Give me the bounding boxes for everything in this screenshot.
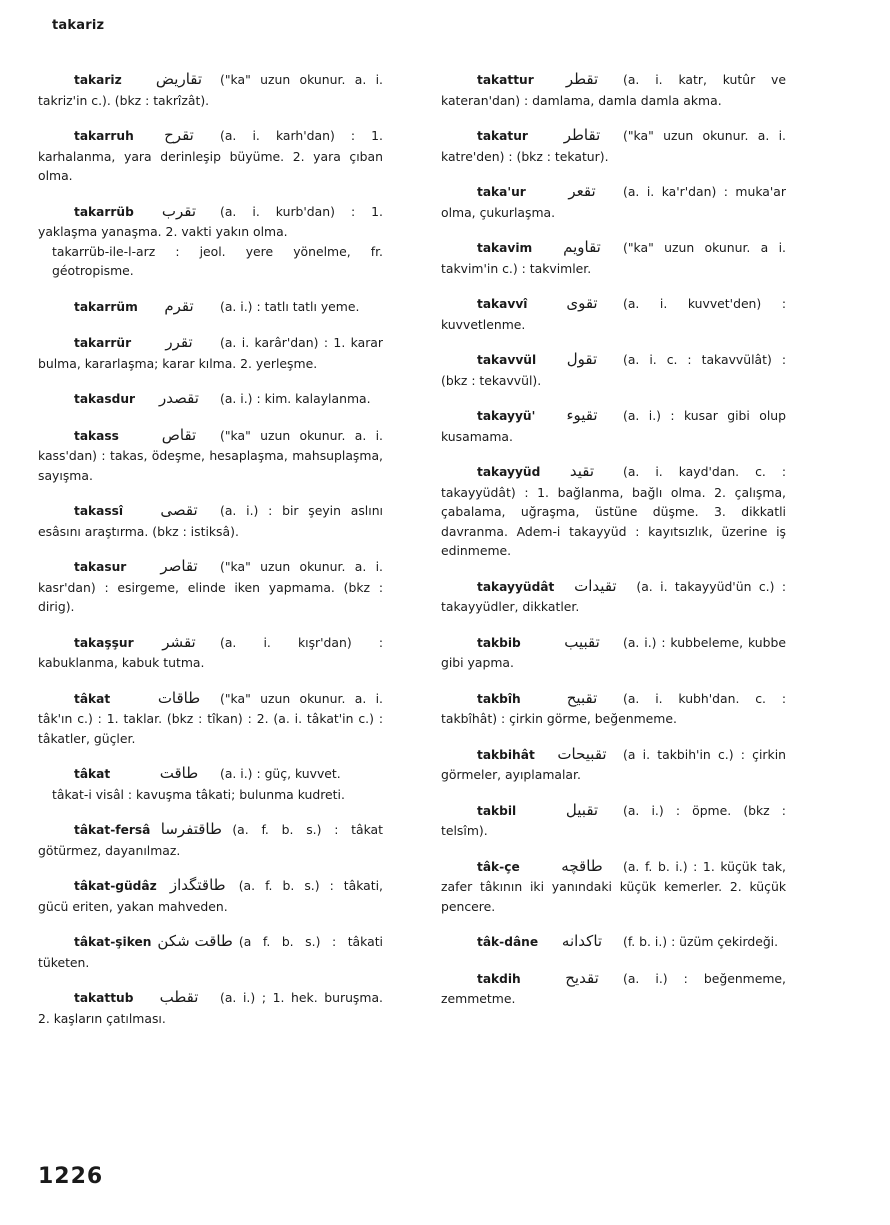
headword: takavim [477, 241, 533, 255]
dictionary-entry [38, 932, 383, 972]
definition: ("ka" uzun okunur. a. i. katre'den) : (bkz : tekatur). [441, 128, 786, 164]
definition: (a f. b. s.) : tâkati tüketen. [38, 934, 383, 970]
definition: (a. i. takayyüd'ün c.) : takayyüdler, dikkatler. [441, 578, 786, 614]
dictionary-entry [441, 182, 786, 222]
definition: (a. i. c. : takavvülât) : (bkz : tekavvül). [441, 352, 786, 388]
definition: (a. i. kurb'dan) : 1. yaklaşma yanaşma. 2. vakti yakın olma. [38, 203, 383, 239]
headword: takarrüb [74, 204, 134, 219]
dictionary-entry [441, 857, 786, 917]
right-column [441, 70, 786, 1025]
headword: takbîh [477, 691, 521, 706]
dictionary-entry [38, 557, 383, 617]
headword: tâkat [74, 767, 111, 781]
definition: (a. i.) : beğenmeme, zemmetme. [441, 970, 786, 1006]
arabic-script: تقبيب [564, 632, 600, 651]
headword: takavvül [477, 353, 537, 367]
definition: (a. f. b. s.) : tâkat götürmez, dayanılmaz. [38, 822, 383, 858]
definition: (a. i. katr, kutûr ve kateran'dan) : damlama, damla damla akma. [441, 72, 786, 108]
arabic-script: تقبيحات [557, 744, 607, 763]
definition: (a. i.) : öpme. (bkz : telsîm). [441, 802, 786, 838]
headword: takasdur [74, 392, 136, 406]
headword: takavvî [477, 297, 528, 311]
arabic-script: تقاويم [563, 238, 601, 256]
definition: (a. i.) : kim. kalaylanma. [220, 391, 371, 406]
dictionary-entry [38, 633, 383, 673]
definition: ("ka" uzun okunur. a. i. kasr'dan) : esirgeme, elinde iken yapmama. (bkz : dirig). [38, 559, 383, 614]
headword: takayyüd [477, 465, 541, 479]
arabic-script: تقرب [161, 201, 197, 220]
left-column [38, 70, 383, 1044]
headword: takbihât [477, 747, 535, 762]
arabic-script: تقبيح [566, 688, 598, 707]
headword: takatur [477, 129, 528, 143]
arabic-script: طاقتگداز [169, 876, 226, 894]
arabic-script: تقديح [565, 968, 599, 987]
definition: (a. i.) : bir şeyin aslını esâsını araştırma. (bkz : istiksâ). [38, 503, 383, 539]
definition: (a. i.) ; 1. hek. buruşma. 2. kaşların çatılması. [38, 990, 383, 1026]
dictionary-entry [38, 501, 383, 541]
arabic-script: تقول [566, 350, 598, 368]
dictionary-entry [441, 294, 786, 334]
dictionary-entry [441, 801, 786, 841]
dictionary-entry [441, 932, 786, 953]
headword: takarruh [74, 129, 134, 143]
headword: tâk-dâne [477, 935, 539, 949]
definition: (a. i. ka'r'dan) : muka'ar olma, çukurlaşma. [441, 184, 786, 220]
arabic-script: تقرح [164, 126, 194, 144]
headword: takariz [74, 73, 122, 87]
dictionary-entry [441, 350, 786, 390]
definition: (a. i.) : kubbeleme, kubbe gibi yapma. [441, 634, 786, 670]
arabic-script: تقطب [159, 988, 199, 1006]
dictionary-entry [38, 202, 383, 281]
definition: (a. f. b. s.) : tâkati, gücü eriten, yakan mahveden. [38, 878, 383, 914]
sub-entry: takarrüb-ile-l-arz : jeol. yere yönelme, fr. géotropisme. [52, 243, 383, 278]
dictionary-entry [441, 745, 786, 785]
sub-entry: tâkat-i visâl : kavuşma tâkati; bulunma kudreti. [52, 786, 345, 802]
definition: ("ka" uzun okunur. a. i. kass'dan) : takas, ödeşme, hesaplaşma, mahsuplaşma, sayışma. [38, 427, 383, 483]
dictionary-entry [38, 820, 383, 860]
arabic-script: تقيوء [566, 406, 598, 424]
arabic-script: طاقت شكن [157, 932, 233, 950]
headword: takdih [477, 971, 521, 986]
headword: takbib [477, 635, 521, 650]
definition: (a. i. kuvvet'den) : kuvvetlenme. [441, 296, 786, 332]
page-number: 1226 [38, 1164, 104, 1189]
headword: takarrür [74, 336, 132, 350]
arabic-script: تقطر [565, 70, 599, 88]
arabic-script: تقاص [161, 425, 197, 444]
definition: (a. i.) : kusar gibi olup kusamama. [441, 408, 786, 444]
dictionary-entry [441, 70, 786, 110]
arabic-script: تقرم [164, 296, 194, 315]
definition: (a i. takbih'in c.) : çirkin görmeler, ayıplamalar. [441, 746, 786, 782]
dictionary-entry [441, 126, 786, 166]
dictionary-entry [38, 333, 383, 373]
arabic-script: تقعر [568, 182, 596, 200]
headword: takattub [74, 991, 134, 1005]
arabic-script: تقيدات [574, 576, 617, 595]
headword: tâkat [74, 691, 111, 706]
dictionary-entry [38, 689, 383, 749]
dictionary-entry [38, 876, 383, 916]
dictionary-entry [441, 406, 786, 446]
dictionary-entry [441, 238, 786, 278]
definition: (a. i. kayd'dan. c. : takayyüdât) : 1. bağlanma, bağlı olma. 2. çalışma, çabalama, uğraşma, üstüne düşme. 3. dikkatli davranma. Adem-i takayyüd : kayıtsızlık, üzerine iş edinmeme. [441, 464, 786, 558]
arabic-script: طاقت [159, 764, 199, 782]
arabic-script: تقاريض [155, 70, 203, 88]
definition: (f. b. i.) : üzüm çekirdeği. [623, 934, 779, 949]
definition: (a. i.) : güç, kuvvet. [220, 766, 341, 781]
arabic-script: تقيد [569, 462, 595, 480]
arabic-script: تقصدر [159, 389, 199, 407]
arabic-script: تقاصر [160, 557, 198, 575]
dictionary-entry [441, 969, 786, 1009]
headword: takass [74, 428, 119, 443]
headword: tâkat-güdâz [74, 879, 157, 893]
arabic-script: تقوى [566, 294, 598, 312]
headword: tâkat-şiken [74, 935, 152, 949]
headword: tâk-çe [477, 859, 520, 874]
headword: tâkat-fersâ [74, 823, 151, 837]
headword: takaşşur [74, 635, 134, 650]
dictionary-entry [38, 426, 383, 486]
headword: takbil [477, 803, 517, 818]
definition: (a. i. karâr'dan) : 1. karar bulma, kararlaşma; karar kılma. 2. yerleşme. [38, 335, 383, 371]
definition: (a. i. kubh'dan. c. : takbîhât) : çirkin görme, beğenmeme. [441, 690, 786, 726]
arabic-script: تقرر [165, 333, 193, 351]
definition: ("ka" uzun okunur. a. i. tâk'ın c.) : 1. taklar. (bkz : tîkan) : 2. (a. i. tâkat'in c.) : tâkatler, güçler. [38, 690, 383, 746]
dictionary-entry [441, 689, 786, 729]
dictionary-entry [38, 297, 383, 318]
headword: takayyüdât [477, 579, 555, 594]
headword: takassî [74, 504, 124, 518]
headword: takarrüm [74, 299, 138, 314]
dictionary-entry [38, 389, 383, 410]
definition: ("ka" uzun okunur. a. i. takriz'in c.). (bkz : takrîzât). [38, 72, 383, 108]
arabic-script: طاقات [157, 688, 201, 707]
definition: (a. f. b. i.) : 1. küçük tak, zafer tâkının iki yanındaki küçük kemerler. 2. küçük pencere. [441, 858, 786, 914]
running-head: takariz [52, 18, 105, 33]
dictionary-entry [441, 577, 786, 617]
headword: takattur [477, 73, 534, 87]
dictionary-entry [38, 70, 383, 110]
definition: (a. i. kışr'dan) : kabuklanma, kabuk tutma. [38, 634, 383, 670]
arabic-script: تاكدانه [561, 932, 603, 950]
headword: taka'ur [477, 185, 526, 199]
arabic-script: تقشر [162, 632, 196, 651]
dictionary-entry [38, 764, 383, 804]
definition: ("ka" uzun okunur. a i. takvim'in c.) : takvimler. [441, 240, 786, 276]
arabic-script: تقبيل [565, 800, 599, 819]
dictionary-entry [441, 633, 786, 673]
arabic-script: طاقتفرسا [160, 820, 222, 838]
headword: takayyü' [477, 409, 536, 423]
definition: (a. i. karh'dan) : 1. karhalanma, yara derinleşip büyüme. 2. yara çıban olma. [38, 128, 383, 183]
headword: takasur [74, 560, 127, 574]
dictionary-entry [38, 988, 383, 1028]
dictionary-entry [441, 462, 786, 561]
definition: (a. i.) : tatlı tatlı yeme. [220, 298, 360, 314]
dictionary-entry [38, 126, 383, 186]
arabic-script: تقصى [160, 501, 198, 519]
arabic-script: طاقچه [561, 856, 603, 875]
arabic-script: تقاطر [563, 126, 601, 144]
